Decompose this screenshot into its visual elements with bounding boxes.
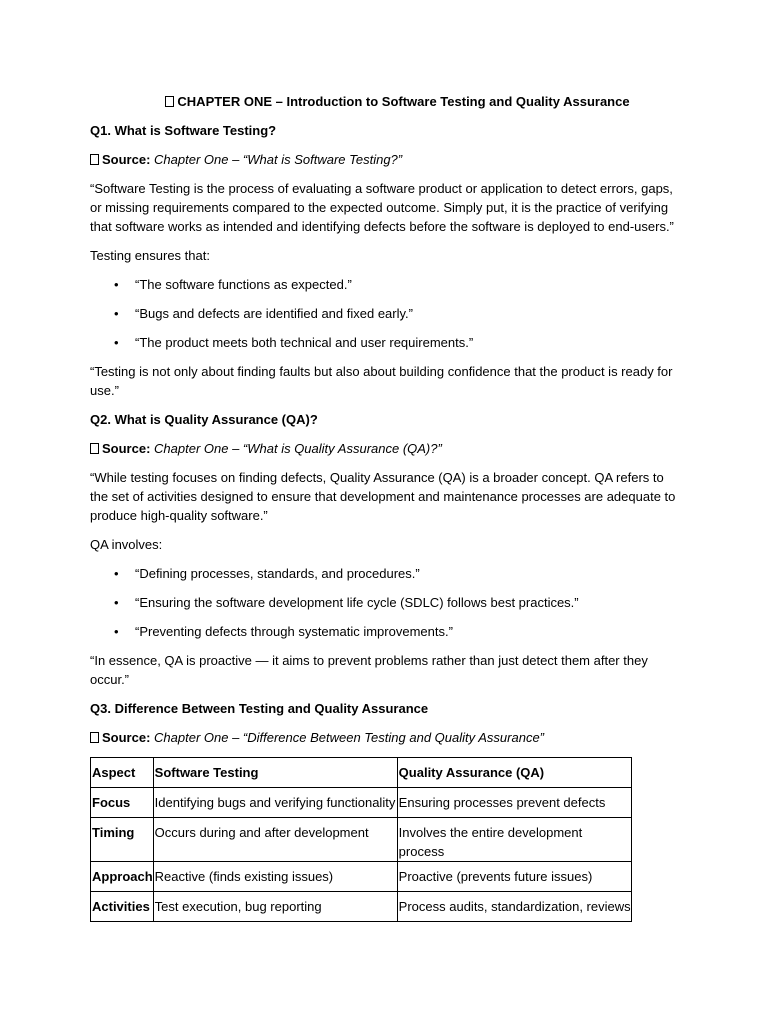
table-header-cell: Aspect [91, 758, 154, 788]
source-text: Chapter One – “What is Quality Assurance (QA)?” [154, 441, 442, 456]
missing-glyph-icon [90, 154, 99, 165]
table-cell: Reactive (finds existing issues) [153, 862, 397, 892]
chapter-title [90, 92, 680, 111]
table-row-label: Activities [91, 892, 154, 922]
table-cell: Occurs during and after development [153, 818, 397, 862]
table-header-cell: Quality Assurance (QA) [397, 758, 631, 788]
list-item: • “Bugs and defects are identified and fixed early.” [90, 304, 680, 323]
q2-heading: Q2. What is Quality Assurance (QA)? [90, 412, 318, 427]
q1-bullet-list [90, 275, 680, 352]
table-row [91, 818, 632, 862]
table-row [91, 862, 632, 892]
list-item: • “Ensuring the software development life cycle (SDLC) follows best practices.” [90, 593, 680, 612]
missing-glyph-icon [90, 732, 99, 743]
q2-intro: QA involves: [90, 537, 163, 552]
list-item: • “The software functions as expected.” [90, 275, 680, 294]
table-cell: Involves the entire development process [397, 818, 631, 862]
table-cell: Proactive (prevents future issues) [397, 862, 631, 892]
q1-paragraph: “Software Testing is the process of evaluating a software product or application to detect errors, gaps, or missing requirements compared to the expected outcome. Simply put, it is the practice of verifying that software works as intended and identifying defects before the software is deployed to end-users.” [90, 181, 674, 234]
q3-source [90, 728, 680, 747]
q2-paragraph: “While testing focuses on finding defects, Quality Assurance (QA) is a broader concept. QA refers to the set of activities designed to ensure that development and maintenance processes are adequate to produce high-quality software.” [90, 470, 676, 523]
missing-glyph-icon [90, 443, 99, 454]
q1-intro: Testing ensures that: [90, 248, 210, 263]
table-row [91, 892, 632, 922]
list-item: • “The product meets both technical and user requirements.” [90, 333, 680, 352]
source-label: Source: [102, 152, 151, 167]
source-text: Chapter One – “Difference Between Testing and Quality Assurance” [154, 730, 544, 745]
q3-heading: Q3. Difference Between Testing and Quality Assurance [90, 701, 429, 716]
list-item: • “Defining processes, standards, and procedures.” [90, 564, 680, 583]
table-cell: Identifying bugs and verifying functionality [153, 788, 397, 818]
table-row [91, 788, 632, 818]
q2-bullet-list [90, 564, 680, 641]
source-text: Chapter One – “What is Software Testing?” [154, 152, 403, 167]
source-label: Source: [102, 730, 151, 745]
table-cell: Ensuring processes prevent defects [397, 788, 631, 818]
source-label: Source: [102, 441, 151, 456]
q1-closing: “Testing is not only about finding faults but also about building confidence that the product is ready for use.” [90, 364, 673, 398]
table-header-row [91, 758, 632, 788]
table-row-label: Approach [91, 862, 154, 892]
table-cell: Process audits, standardization, reviews [397, 892, 631, 922]
table-header-cell: Software Testing [153, 758, 397, 788]
table-cell: Test execution, bug reporting [153, 892, 397, 922]
table-row-label: Focus [91, 788, 154, 818]
q1-source [90, 150, 680, 169]
document-body [90, 92, 680, 922]
list-item: • “Preventing defects through systematic improvements.” [90, 622, 680, 641]
table-row-label: Timing [91, 818, 154, 862]
q2-closing: “In essence, QA is proactive — it aims to prevent problems rather than just detect them after they occur.” [90, 653, 648, 687]
chapter-title-text: CHAPTER ONE – Introduction to Software Testing and Quality Assurance [177, 94, 630, 109]
q2-source [90, 439, 680, 458]
comparison-table [90, 757, 632, 922]
missing-glyph-icon [165, 96, 174, 107]
q1-heading: Q1. What is Software Testing? [90, 123, 277, 138]
